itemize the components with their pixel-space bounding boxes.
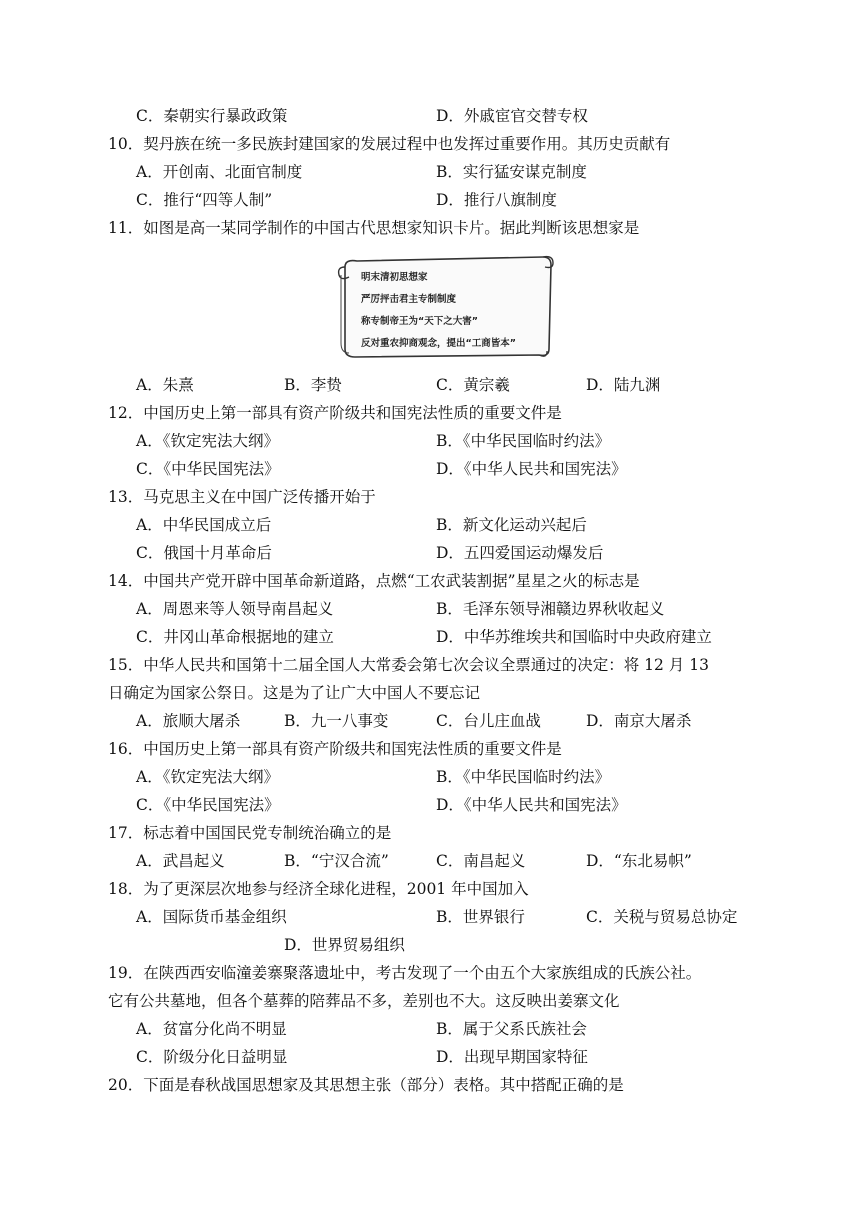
- q15-option-c: C．台儿庄血战: [436, 712, 541, 730]
- q13-stem: 13．马克思主义在中国广泛传播开始于: [108, 488, 376, 506]
- q12-option-b: B．《中华民国临时约法》: [436, 432, 611, 450]
- q13-option-d: D．五四爱国运动爆发后: [436, 544, 604, 562]
- q15-option-d: D．南京大屠杀: [586, 712, 692, 730]
- q17-option-c: C．南昌起义: [436, 852, 526, 870]
- q18-option-b: B．世界银行: [436, 908, 525, 926]
- q14-option-a: A．周恩来等人领导南昌起义: [136, 600, 334, 618]
- q16-option-c: C．《中华民国宪法》: [136, 796, 280, 814]
- q13-option-b: B．新文化运动兴起后: [436, 516, 587, 534]
- q9-option-d: D．外戚宦官交替专权: [436, 107, 588, 125]
- q12-stem: 12．中国历史上第一部具有资产阶级共和国宪法性质的重要文件是: [108, 404, 562, 422]
- q14-stem: 14．中国共产党开辟中国革命新道路，点燃“工农武装割据”星星之火的标志是: [108, 572, 640, 590]
- q19-stem-line-2: 它有公共墓地，但各个墓葬的陪葬品不多，差别也不大。这反映出姜寨文化: [108, 992, 620, 1010]
- q15-stem-line-1: 15．中华人民共和国第十二届全国人大常委会第七次会议全票通过的决定：将 12 月 13: [108, 656, 709, 674]
- q12-option-c: C．《中华民国宪法》: [136, 460, 280, 478]
- q13-option-c: C．俄国十月革命后: [136, 544, 272, 562]
- q16-option-b: B．《中华民国临时约法》: [436, 768, 611, 786]
- card-line-1: 明末清初思想家: [361, 272, 428, 283]
- q17-option-a: A．武昌起义: [136, 852, 225, 870]
- q16-option-a: A．《钦定宪法大纲》: [136, 768, 279, 786]
- q17-option-d: D．“东北易帜”: [586, 852, 692, 870]
- q18-option-c: C．关税与贸易总协定: [586, 908, 738, 926]
- q17-stem: 17．标志着中国国民党专制统治确立的是: [108, 824, 392, 842]
- q11-stem: 11．如图是高一某同学制作的中国古代思想家知识卡片。据此判断该思想家是: [108, 219, 640, 237]
- q14-option-c: C．井冈山革命根据地的建立: [136, 628, 334, 646]
- q19-option-d: D．出现早期国家特征: [436, 1048, 588, 1066]
- q14-option-b: B．毛泽东领导湘赣边界秋收起义: [436, 600, 665, 618]
- q15-stem-line-2: 日确定为国家公祭日。这是为了让广大中国人不要忘记: [108, 684, 481, 702]
- q11-option-d: D．陆九渊: [586, 376, 661, 394]
- q19-option-c: C．阶级分化日益明显: [136, 1048, 288, 1066]
- card-line-3: 称专制帝王为“天下之大害”: [361, 316, 478, 327]
- q10-option-b: B．实行猛安谋克制度: [436, 163, 587, 181]
- q19-stem-line-1: 19．在陕西西安临潼姜寨聚落遗址中，考古发现了一个由五个大家族组成的氏族公社。: [108, 964, 702, 982]
- q19-option-a: A．贫富分化尚不明显: [136, 1020, 287, 1038]
- card-line-2: 严厉抨击君主专制制度: [361, 294, 457, 305]
- q15-option-a: A．旅顺大屠杀: [136, 712, 241, 730]
- q15-option-b: B．九一八事变: [284, 712, 389, 730]
- q18-option-a: A．国际货币基金组织: [136, 908, 287, 926]
- q10-option-d: D．推行八旗制度: [436, 191, 557, 209]
- q10-option-a: A．开创南、北面官制度: [136, 163, 303, 181]
- q17-option-b: B．“宁汉合流”: [284, 852, 389, 870]
- q10-stem: 10．契丹族在统一多民族封建国家的发展过程中也发挥过重要作用。其历史贡献有: [108, 135, 671, 153]
- q9-option-c: C．秦朝实行暴政政策: [136, 107, 288, 125]
- thinker-knowledge-card: [335, 253, 557, 361]
- q11-option-a: A．朱熹: [136, 376, 194, 394]
- q20-stem: 20．下面是春秋战国思想家及其思想主张（部分）表格。其中搭配正确的是: [108, 1076, 624, 1094]
- q14-option-d: D．中华苏维埃共和国临时中央政府建立: [436, 628, 712, 646]
- q18-stem: 18．为了更深层次地参与经济全球化进程，2001 年中国加入: [108, 880, 529, 898]
- q12-option-a: A．《钦定宪法大纲》: [136, 432, 279, 450]
- q18-option-d: D．世界贸易组织: [284, 936, 405, 954]
- q19-option-b: B．属于父系氏族社会: [436, 1020, 587, 1038]
- q12-option-d: D．《中华人民共和国宪法》: [436, 460, 627, 478]
- q11-option-c: C．黄宗羲: [436, 376, 510, 394]
- q13-option-a: A．中华民国成立后: [136, 516, 272, 534]
- q16-stem: 16．中国历史上第一部具有资产阶级共和国宪法性质的重要文件是: [108, 740, 562, 758]
- q10-option-c: C．推行“四等人制”: [136, 191, 273, 209]
- q11-option-b: B．李贽: [284, 376, 342, 394]
- q16-option-d: D．《中华人民共和国宪法》: [436, 796, 627, 814]
- card-line-4: 反对重农抑商观念，提出“工商皆本”: [361, 338, 516, 349]
